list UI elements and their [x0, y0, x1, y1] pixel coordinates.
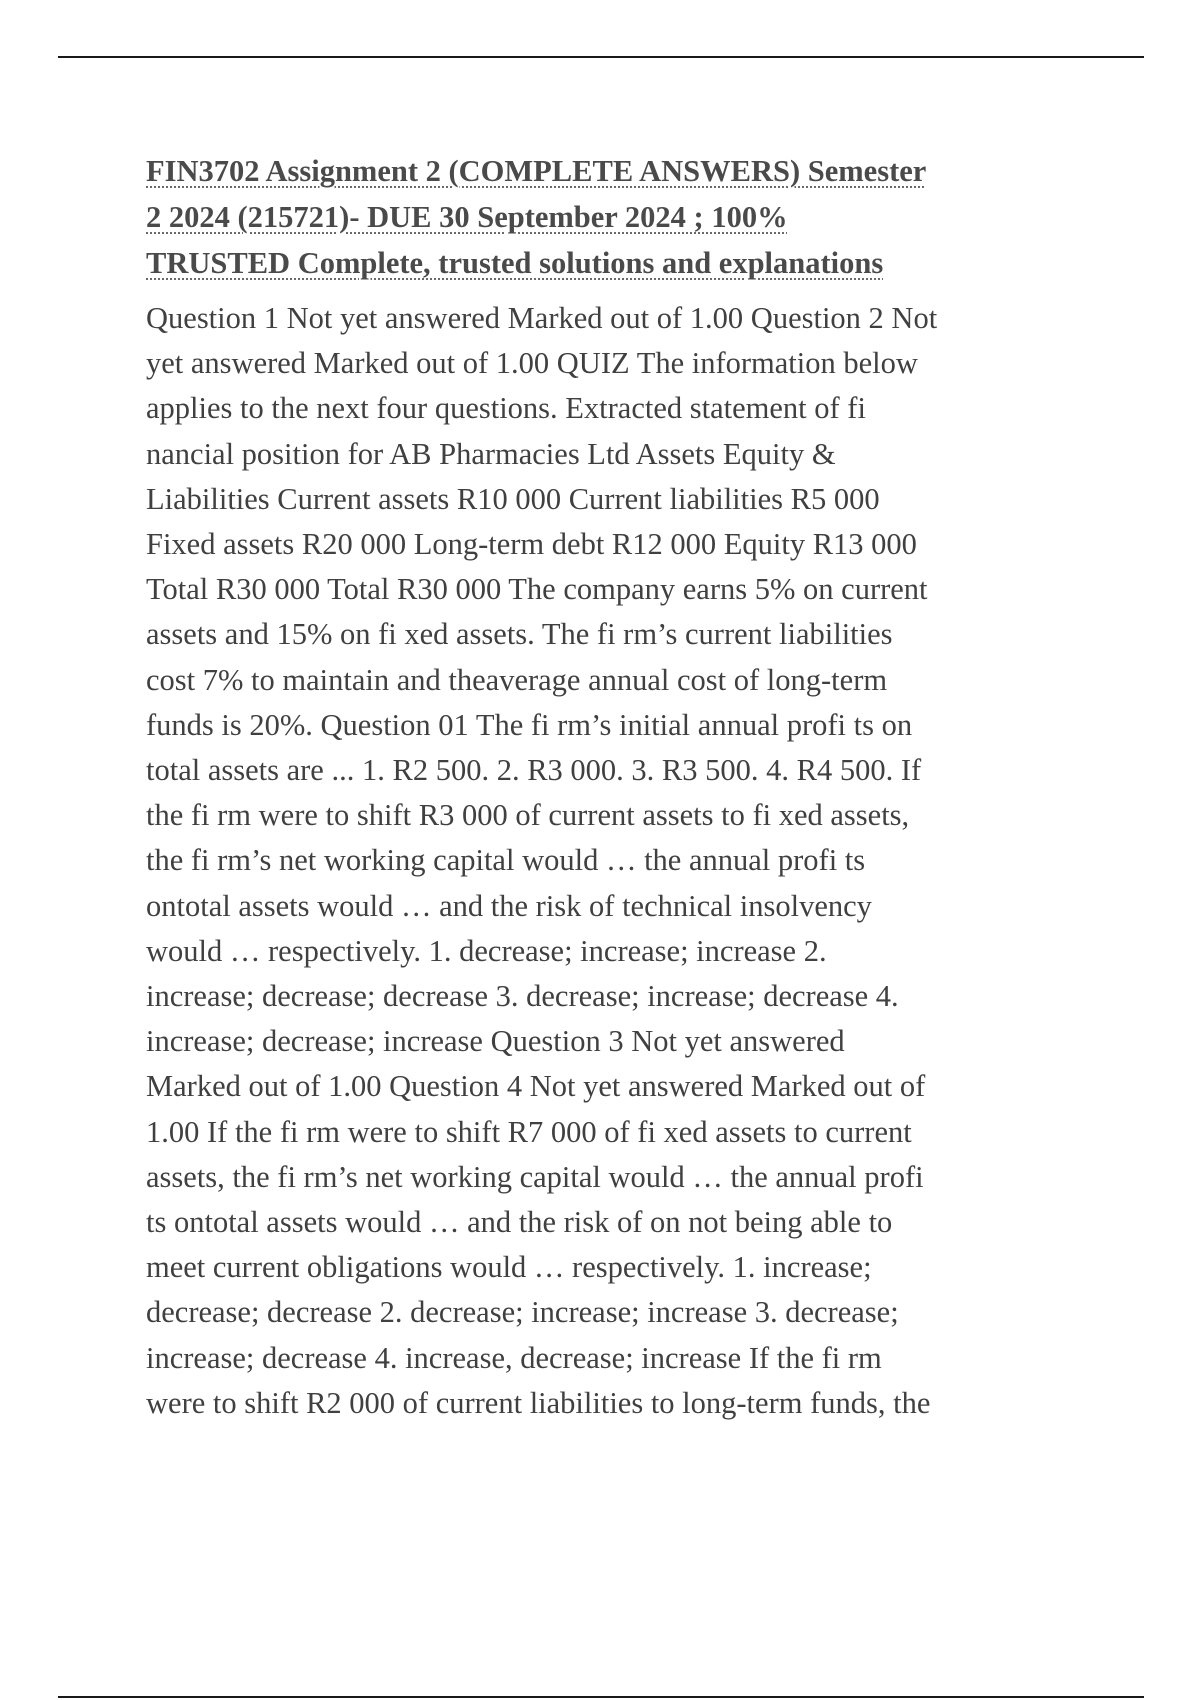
body-line: ts ontotal assets would … and the risk of on not being able to — [146, 1205, 893, 1240]
body-line: ontotal assets would … and the risk of technical insolvency — [146, 888, 872, 923]
body-line: increase; decrease; increase Question 3 Not yet answered — [146, 1024, 845, 1059]
body-line: funds is 20%. Question 01 The fi rm’s initial annual profi ts on — [146, 707, 913, 742]
body-line: Fixed assets R20 000 Long-term debt R12 000 Equity R13 000 — [146, 527, 917, 562]
body-line: increase; decrease 4. increase, decrease; increase If the fi rm — [146, 1340, 882, 1375]
body-line: Total R30 000 Total R30 000 The company earns 5% on current — [146, 572, 928, 607]
body-line: meet current obligations would … respectively. 1. increase; — [146, 1250, 872, 1285]
body-line: assets and 15% on fi xed assets. The fi rm’s current liabilities — [146, 617, 893, 652]
document-body — [146, 296, 1106, 1426]
document-title — [146, 148, 1096, 286]
body-line: Liabilities Current assets R10 000 Current liabilities R5 000 — [146, 481, 880, 516]
body-line: the fi rm were to shift R3 000 of current assets to fi xed assets, — [146, 798, 910, 833]
body-line: Marked out of 1.00 Question 4 Not yet answered Marked out of — [146, 1069, 926, 1104]
bottom-divider — [58, 1696, 1144, 1698]
body-line: Question 1 Not yet answered Marked out of 1.00 Question 2 Not — [146, 301, 938, 335]
body-line: were to shift R2 000 of current liabilities to long-term funds, the — [146, 1385, 931, 1420]
body-line: assets, the fi rm’s net working capital would … the annual profi — [146, 1159, 924, 1194]
body-line: would … respectively. 1. decrease; increase; increase 2. — [146, 933, 827, 968]
body-line: the fi rm’s net working capital would … the annual profi ts — [146, 843, 866, 878]
title-line: TRUSTED Complete, trusted solutions and explanations — [146, 246, 884, 280]
title-line: FIN3702 Assignment 2 (COMPLETE ANSWERS) Semester — [146, 154, 927, 188]
body-line: cost 7% to maintain and theaverage annual cost of long-term — [146, 662, 888, 697]
body-line: increase; decrease; decrease 3. decrease; increase; decrease 4. — [146, 979, 899, 1014]
body-line: nancial position for AB Pharmacies Ltd Assets Equity & — [146, 436, 836, 471]
top-divider — [58, 56, 1144, 58]
body-line: decrease; decrease 2. decrease; increase; increase 3. decrease; — [146, 1295, 899, 1330]
body-line: yet answered Marked out of 1.00 QUIZ The information below — [146, 346, 918, 381]
body-line: applies to the next four questions. Extracted statement of fi — [146, 391, 866, 426]
body-line: 1.00 If the fi rm were to shift R7 000 of fi xed assets to current — [146, 1114, 912, 1149]
body-line: total assets are ... 1. R2 500. 2. R3 000. 3. R3 500. 4. R4 500. If — [146, 753, 922, 788]
title-line: 2 2024 (215721)- DUE 30 September 2024 ; 100% — [146, 200, 788, 234]
